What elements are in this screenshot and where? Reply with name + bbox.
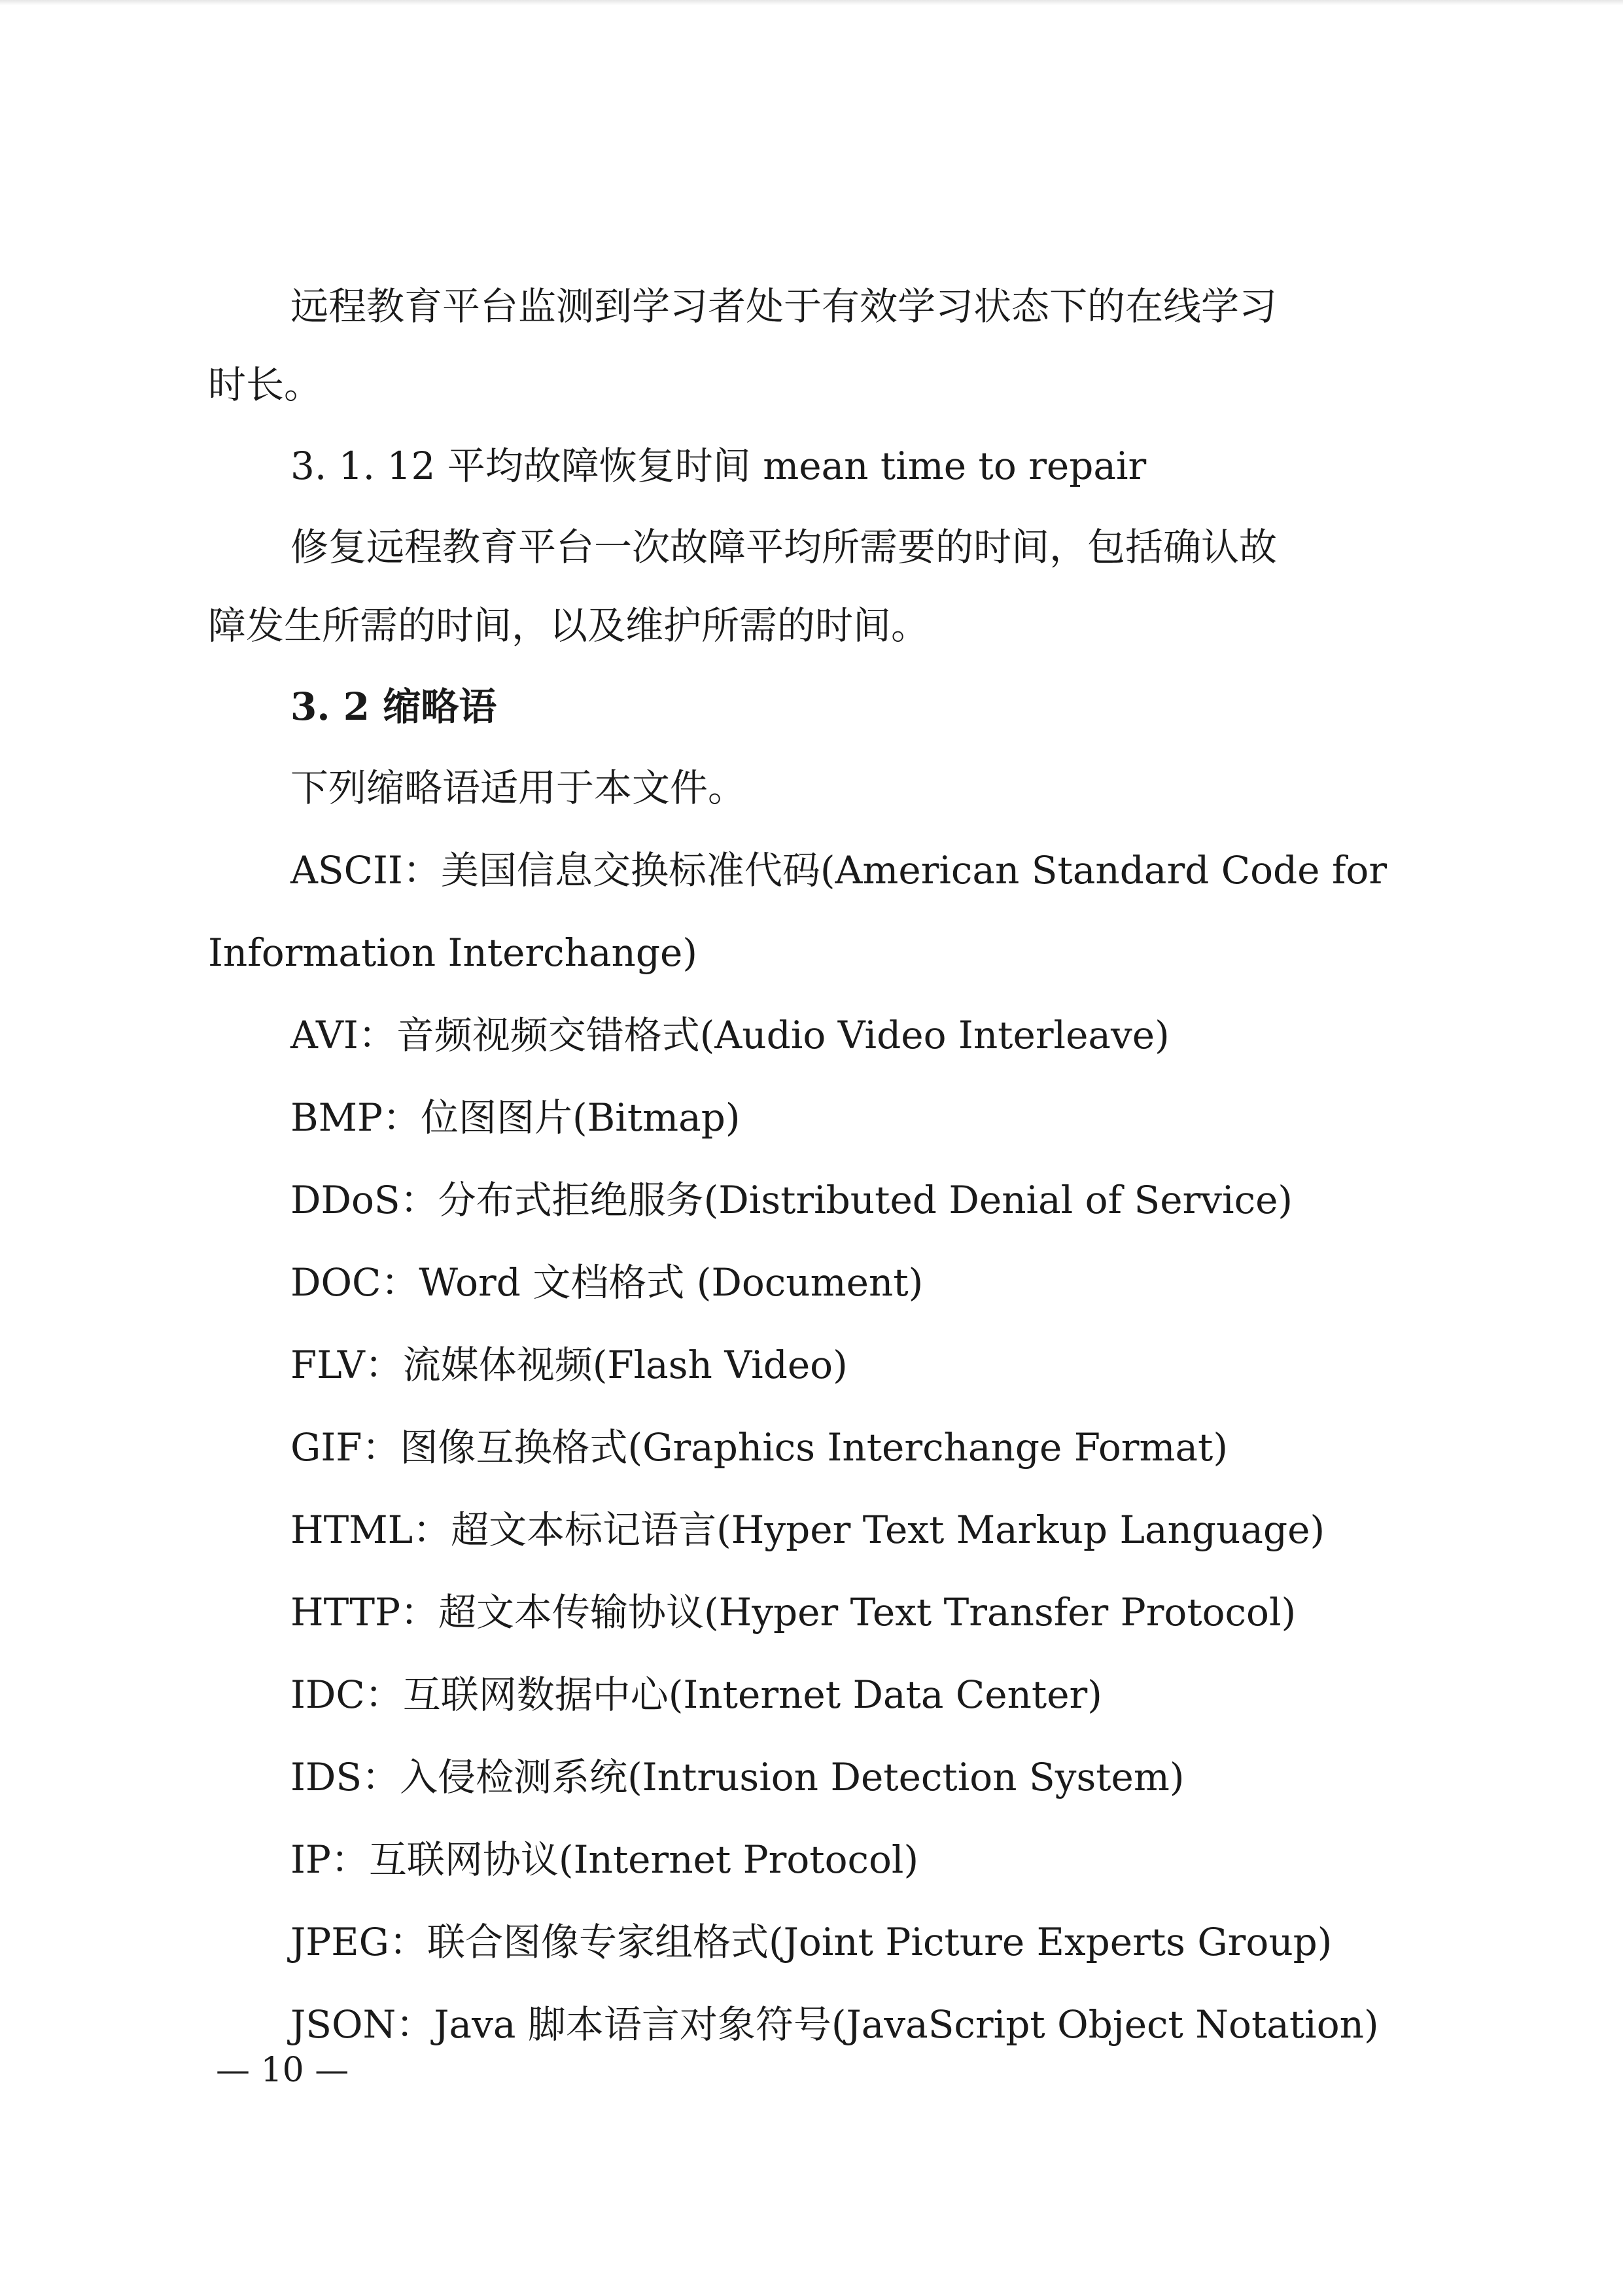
abbreviation-item-bmp: BMP：位图图片(Bitmap) xyxy=(290,1095,741,1140)
abbreviation-item-ddos: DDoS：分布式拒绝服务(Distributed Denial of Service) xyxy=(290,1178,1293,1222)
abbreviation-item-jpeg: JPEG：联合图像专家组格式(Joint Picture Experts Group) xyxy=(290,1920,1333,1964)
paragraph-line: 障发生所需的时间，以及维护所需的时间。 xyxy=(208,603,930,648)
abbreviation-item-json: JSON：Java 脚本语言对象符号(JavaScript Object Notation) xyxy=(290,2002,1379,2047)
abbreviation-item-idc: IDC：互联网数据中心(Internet Data Center) xyxy=(290,1672,1102,1717)
scan-top-edge xyxy=(0,0,1623,5)
paragraph-line: 时长。 xyxy=(208,362,323,407)
abbreviation-item-doc: DOC：Word 文档格式 (Document) xyxy=(290,1260,924,1305)
abbreviation-item-avi: AVI：音频视频交错格式(Audio Video Interleave) xyxy=(290,1013,1170,1057)
abbreviation-item-gif: GIF：图像互换格式(Graphics Interchange Format) xyxy=(290,1425,1228,1470)
abbreviation-item-ip: IP：互联网协议(Internet Protocol) xyxy=(290,1837,919,1882)
abbreviation-item-ascii-continued: Information Interchange) xyxy=(208,930,697,975)
abbreviation-item-flv: FLV：流媒体视频(Flash Video) xyxy=(290,1343,848,1387)
paragraph-line: 远程教育平台监测到学习者处于有效学习状态下的在线学习 xyxy=(290,284,1278,328)
abbreviation-item-ascii: ASCII：美国信息交换标准代码(American Standard Code for xyxy=(290,848,1387,892)
paragraph-line: 下列缩略语适用于本文件。 xyxy=(290,766,746,810)
page-body xyxy=(208,284,1399,2047)
paragraph-line: 修复远程教育平台一次故障平均所需要的时间，包括确认故 xyxy=(290,525,1278,569)
section-heading-3-1-12: 3. 1. 12 平均故障恢复时间 mean time to repair xyxy=(290,444,1147,488)
abbreviation-item-ids: IDS：入侵检测系统(Intrusion Detection System) xyxy=(290,1755,1185,1799)
section-heading-3-2: 3. 2 缩略语 xyxy=(290,684,497,729)
abbreviation-item-html: HTML：超文本标记语言(Hyper Text Markup Language) xyxy=(290,1508,1325,1552)
abbreviation-item-http: HTTP：超文本传输协议(Hyper Text Transfer Protocol) xyxy=(290,1590,1297,1634)
page-number: — 10 — xyxy=(216,2051,349,2090)
